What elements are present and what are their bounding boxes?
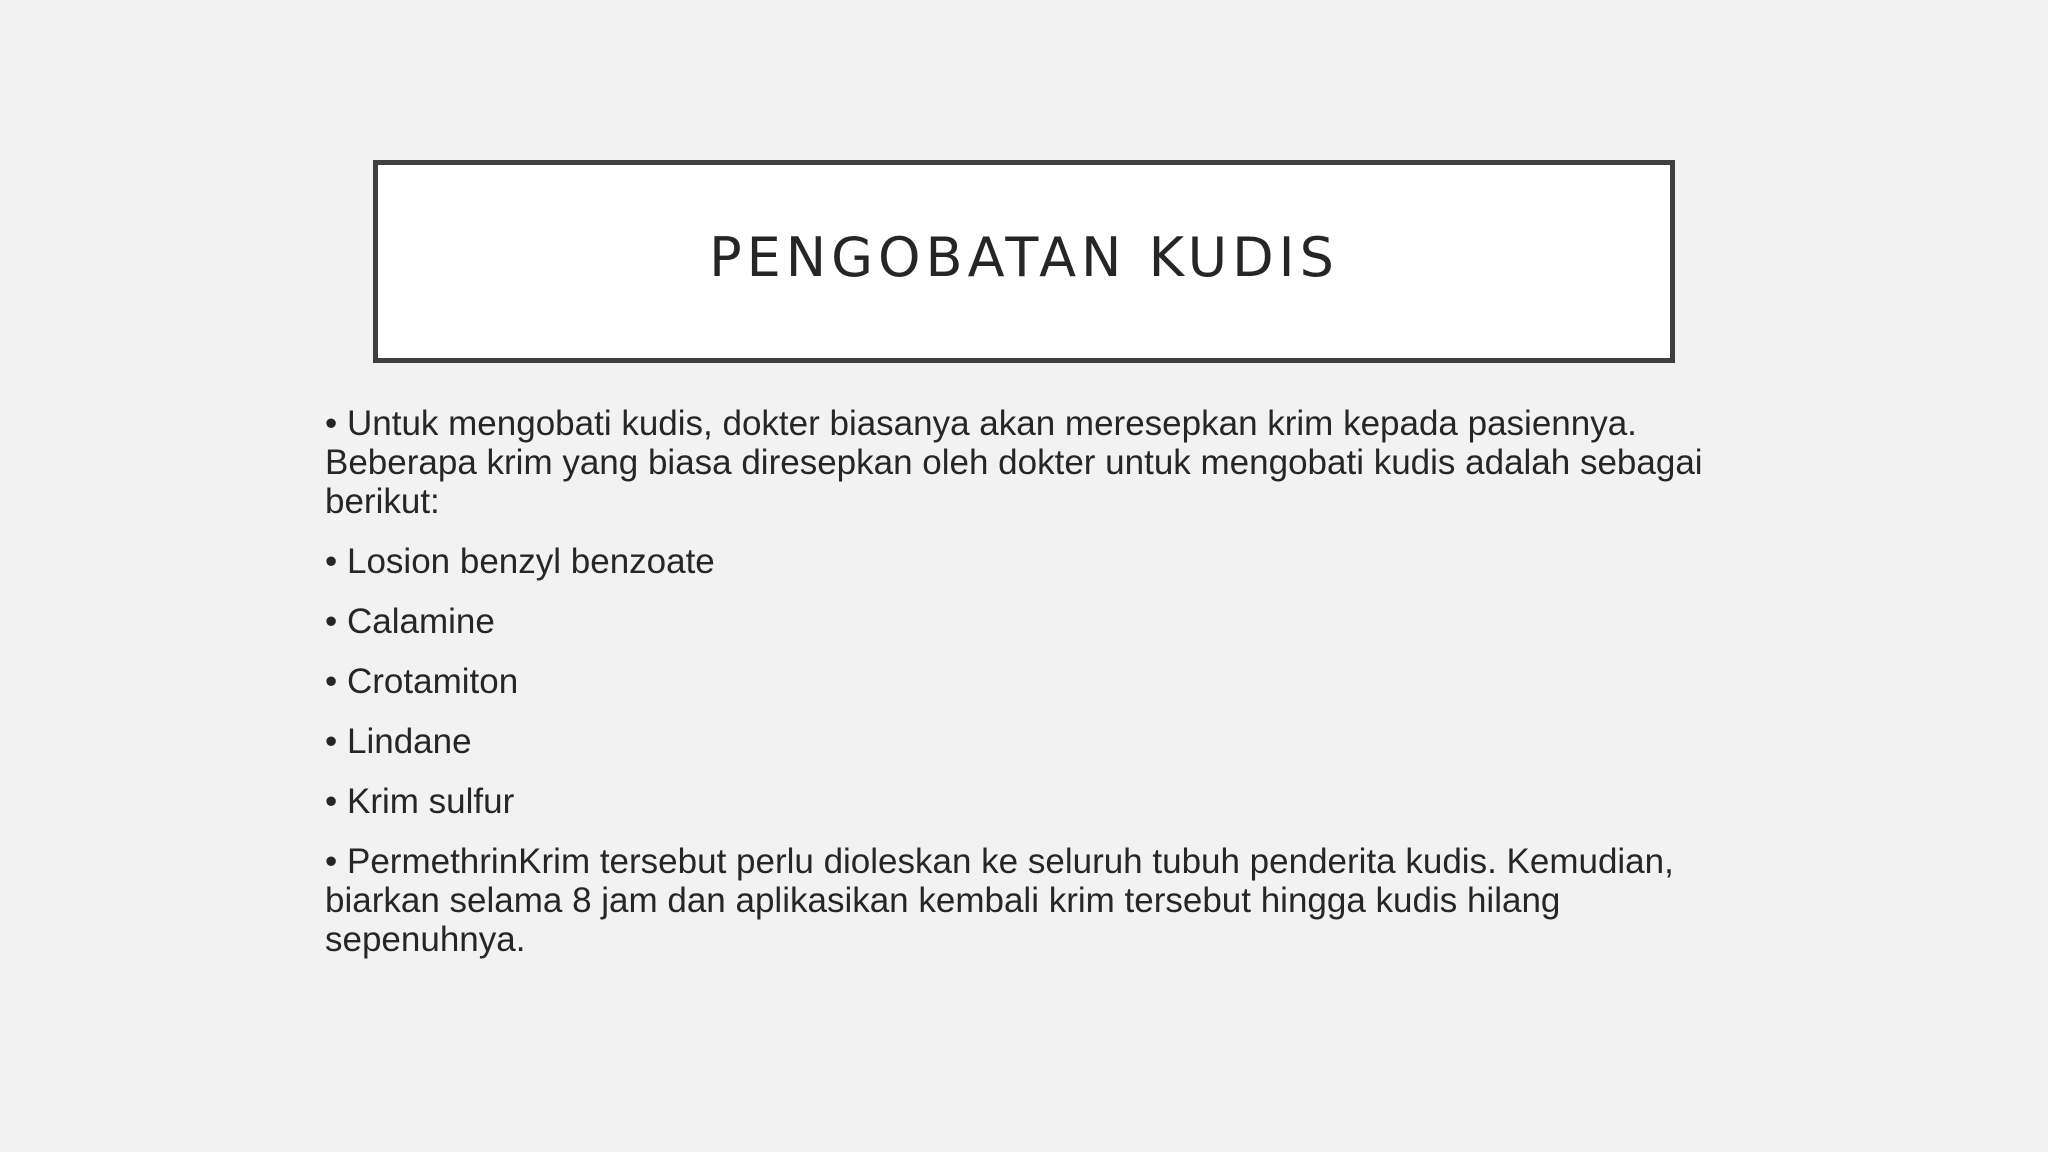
title-box [373, 160, 1675, 363]
bullet-text: Lindane [347, 722, 472, 761]
bullet-text: Calamine [347, 602, 495, 641]
bullet-item-calamine [325, 602, 1745, 641]
bullet-text: Crotamiton [347, 662, 519, 701]
bullet-text: Untuk mengobati kudis, dokter biasanya akan meresepkan krim kepada pasiennya. Beberapa krim yang biasa diresepkan oleh dokter untuk mengobati kudis adalah sebagai berikut: [325, 404, 1703, 521]
bullet-marker: • [325, 602, 338, 641]
bullet-text: Losion benzyl benzoate [347, 542, 715, 581]
bullet-marker: • [325, 404, 338, 443]
bullet-item-crotamiton [325, 662, 1745, 701]
bullet-marker: • [325, 722, 338, 761]
bullet-item-lindane [325, 722, 1745, 761]
bullet-marker: • [325, 662, 338, 701]
bullet-item-krim-sulfur [325, 782, 1745, 821]
bullet-marker: • [325, 842, 338, 881]
bullet-item-benzyl-benzoate [325, 542, 1745, 581]
slide-title: PENGOBATAN KUDIS [709, 225, 1339, 289]
bullet-item-intro [325, 404, 1745, 521]
bullet-marker: • [325, 782, 338, 821]
bullet-text: PermethrinKrim tersebut perlu dioleskan ke seluruh tubuh penderita kudis. Kemudian, biarkan selama 8 jam dan aplikasikan kembali krim tersebut hingga kudis hilang sepenuhnya. [325, 842, 1674, 959]
bullet-item-permethrin [325, 842, 1745, 959]
bullet-marker: • [325, 542, 338, 581]
bullet-list [325, 404, 1745, 980]
bullet-text: Krim sulfur [347, 782, 515, 821]
